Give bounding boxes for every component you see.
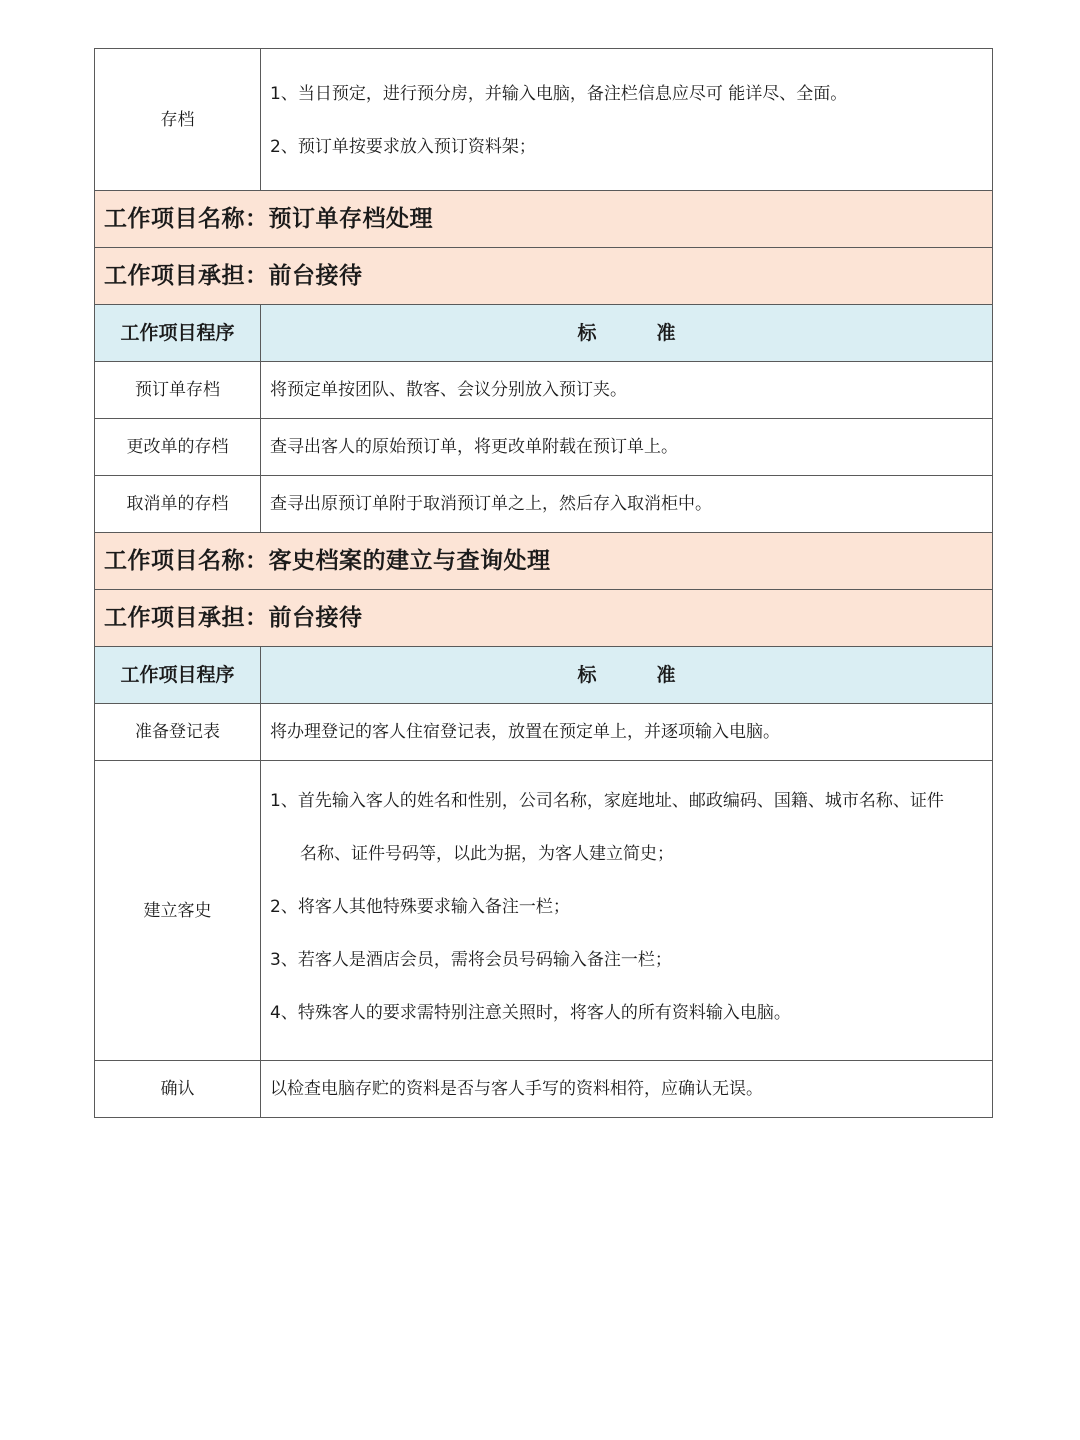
table-row-archive — [95, 49, 993, 191]
standard-line: 1、首先输入客人的姓名和性别，公司名称，家庭地址、邮政编码、国籍、城市名称、证件 — [270, 791, 944, 811]
header-standard-a: 标 — [577, 664, 597, 686]
section-owner: 工作项目承担：前台接待 — [95, 590, 993, 647]
standard-line: 2、将客人其他特殊要求输入备注一栏； — [270, 897, 570, 917]
section-title: 工作项目名称：客史档案的建立与查询处理 — [95, 533, 993, 590]
standard-cell — [261, 49, 993, 191]
table-row — [95, 419, 993, 476]
header-standard-b: 准 — [656, 664, 676, 686]
step-cell: 取消单的存档 — [95, 476, 261, 533]
header-standard — [261, 647, 993, 704]
header-standard-a: 标 — [577, 322, 597, 344]
standard-cell: 将办理登记的客人住宿登记表，放置在预定单上，并逐项输入电脑。 — [261, 704, 993, 761]
step-cell: 建立客史 — [95, 761, 261, 1061]
standard-line: 2、预订单按要求放入预订资料架； — [270, 136, 536, 157]
standard-cell: 查寻出原预订单附于取消预订单之上，然后存入取消柜中。 — [261, 476, 993, 533]
standard-line: 4、特殊客人的要求需特别注意关照时，将客人的所有资料输入电脑。 — [270, 1003, 791, 1023]
section-title-row — [95, 191, 993, 248]
step-label: 存档 — [160, 109, 195, 130]
header-standard-b: 准 — [656, 322, 676, 344]
header-standard — [261, 305, 993, 362]
standard-line: 1、当日预定，进行预分房，并输入电脑，备注栏信息应尽可 能详尽、全面。 — [270, 83, 848, 104]
table-header-row — [95, 305, 993, 362]
section-owner-row — [95, 248, 993, 305]
step-cell: 确认 — [95, 1061, 261, 1118]
table-row — [95, 362, 993, 419]
standard-line: 3、若客人是酒店会员，需将会员号码输入备注一栏； — [270, 950, 672, 970]
table-row-build-history — [95, 761, 993, 1061]
section-title-row — [95, 533, 993, 590]
standard-cell: 以检查电脑存贮的资料是否与客人手写的资料相符，应确认无误。 — [261, 1061, 993, 1118]
section-title: 工作项目名称：预订单存档处理 — [95, 191, 993, 248]
section-owner-row — [95, 590, 993, 647]
section-owner: 工作项目承担：前台接待 — [95, 248, 993, 305]
step-cell — [95, 49, 261, 191]
standard-cell — [261, 761, 993, 1061]
standard-line: 名称、证件号码等，以此为据，为客人建立简史； — [300, 844, 674, 864]
table-row — [95, 704, 993, 761]
standard-cell: 查寻出客人的原始预订单，将更改单附载在预订单上。 — [261, 419, 993, 476]
step-cell: 预订单存档 — [95, 362, 261, 419]
step-cell: 更改单的存档 — [95, 419, 261, 476]
table-row — [95, 1061, 993, 1118]
header-step: 工作项目程序 — [95, 305, 261, 362]
standard-cell: 将预定单按团队、散客、会议分别放入预订夹。 — [261, 362, 993, 419]
header-step: 工作项目程序 — [95, 647, 261, 704]
table-row — [95, 476, 993, 533]
step-cell: 准备登记表 — [95, 704, 261, 761]
table-header-row — [95, 647, 993, 704]
procedure-table — [94, 48, 993, 1118]
